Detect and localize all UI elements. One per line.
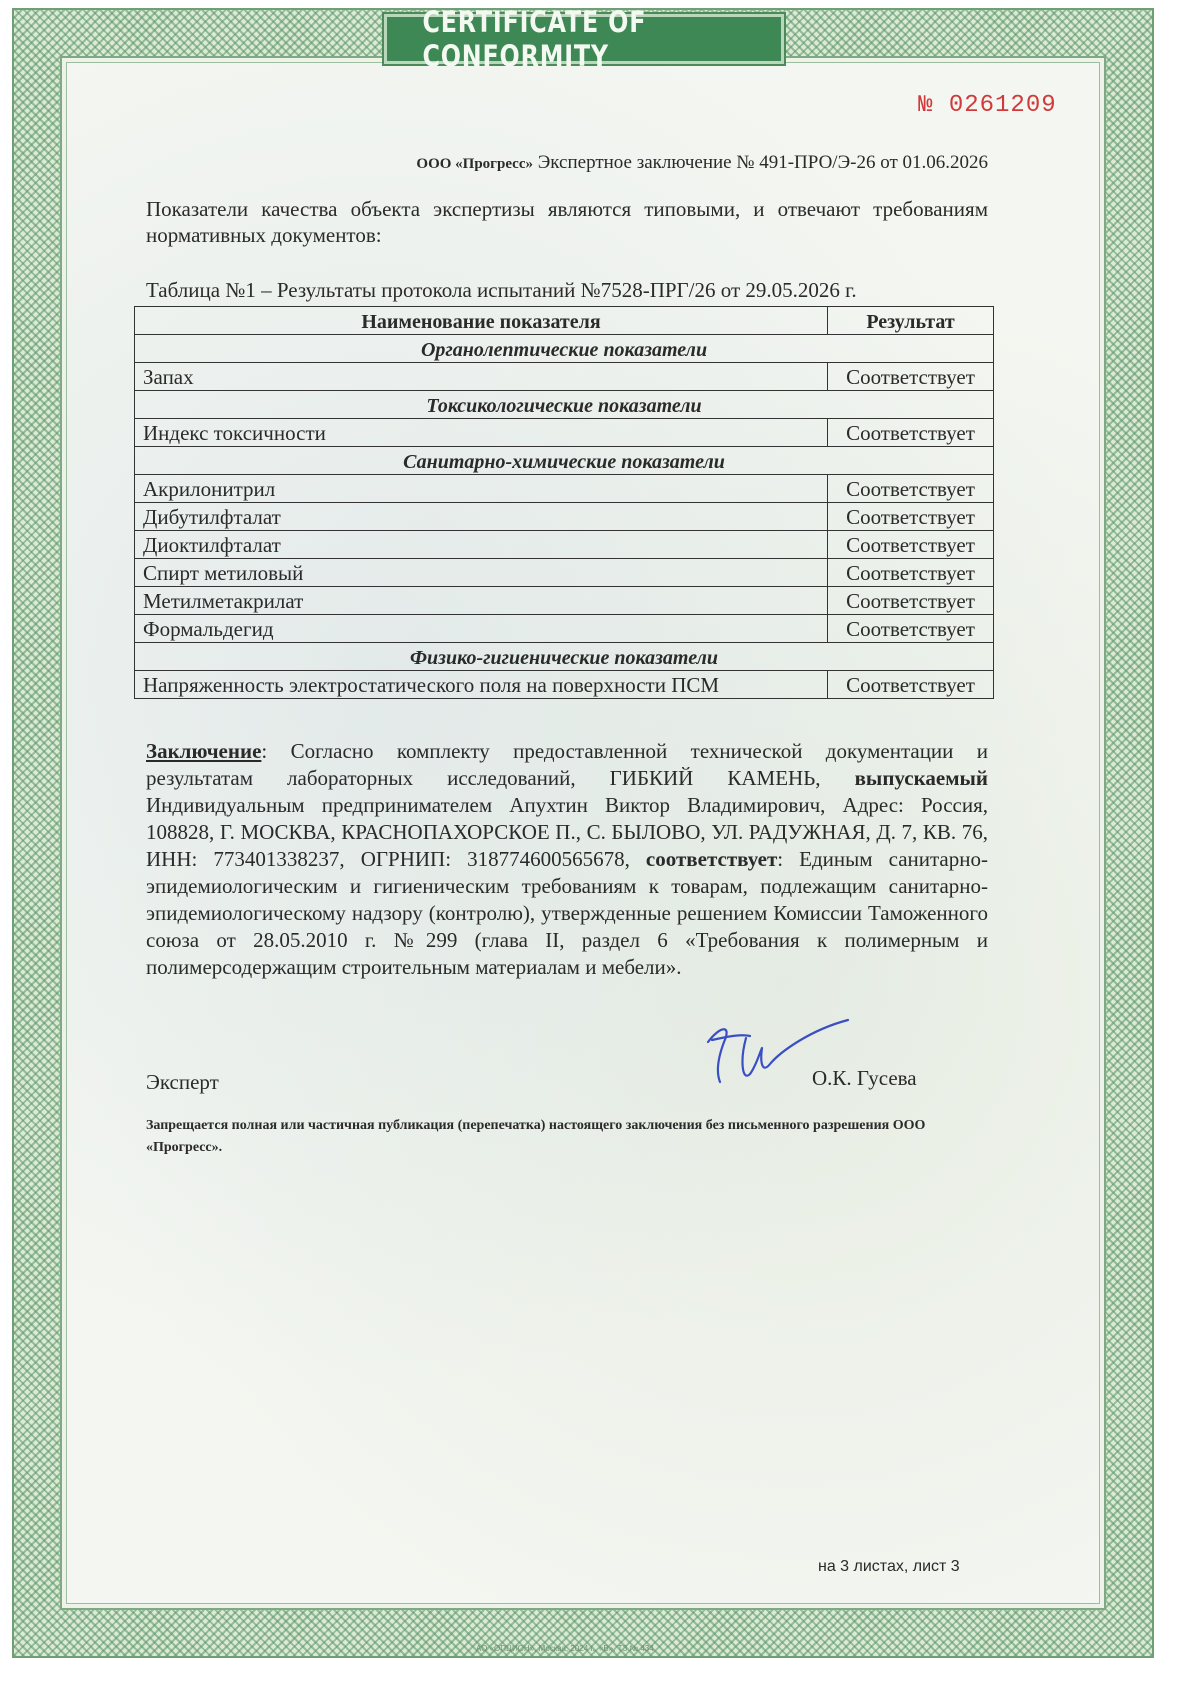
serial-number [918,92,1057,119]
indicator-result: Соответствует [828,419,994,447]
conclusion-bold-2: соответствует [645,847,778,871]
table-row [135,531,994,559]
expert-name: О.К. Гусева [812,1066,917,1090]
results-table [134,306,994,699]
group-row [135,391,994,419]
indicator-result: Соответствует [828,531,994,559]
serial-value: 0261209 [948,92,1057,119]
banner-title: CERTIFICATE OF CONFORMITY [422,5,647,73]
group-title: Органолептические показатели [135,335,994,363]
table-row [135,363,994,391]
indicator-result: Соответствует [828,503,994,531]
conclusion-paragraph [146,738,988,981]
indicator-result: Соответствует [828,671,994,699]
conclusion-label: Заключение [146,739,262,763]
table-row [135,559,994,587]
table-row [135,587,994,615]
conclusion-text-3: : Единым санитарно-эпидемиологическим и гигиеническим требованиям к товарам, подлежащим санитарно-эпидемиологическому надзору (контролю), утвержденные решением Комиссии Таможенного союза от 28.05.2010 г. №299 (глава II, раздел 6 «Требования к полимерным и полимерсодержащим строительным материалам и мебели». [146,847,988,979]
indicator-name: Дибутилфталат [135,503,828,531]
table-row [135,503,994,531]
table-row [135,671,994,699]
document-reference [100,152,988,174]
conclusion-text-2: Индивидуальным предпринимателем Апухтин Виктор Владимирович, Адрес: Россия, 108828, Г. МОСКВА, КРАСНОПАХОРСКОЕ П., С. БЫЛОВО, УЛ. РАДУЖНАЯ, Д. 7, КВ. 76, ИНН: 773401338237, ОГРНИП: 318774600565678, [146,793,988,871]
indicator-name: Спирт метиловый [135,559,828,587]
indicator-name: Формальдегид [135,615,828,643]
conclusion-text-1: : Согласно комплекту предоставленной технической документации и результатам лабораторных исследований, ГИБКИЙ КАМЕНЬ, [146,739,988,790]
table-row [135,419,994,447]
table-header-row [135,307,994,335]
indicator-result: Соответствует [828,475,994,503]
indicator-result: Соответствует [828,587,994,615]
table-row [135,475,994,503]
printer-mark: АО «ОПЦИОН», Москва, 2024 г., «В», ТЗ № 434 [476,1644,654,1653]
intro-paragraph: Показатели качества объекта экспертизы являются типовыми, и отвечают требованиям нормативных документов: [146,197,988,247]
indicator-name: Метилметакрилат [135,587,828,615]
group-row [135,643,994,671]
publication-warning: Запрещается полная или частичная публикация (перепечатка) настоящего заключения без письменного разрешения ООО «Прогресс». [146,1118,926,1155]
company-name: ООО «Прогресс» [416,156,533,172]
table-caption: Таблица №1 – Результаты протокола испытаний №7528-ПРГ/26 от 29.05.2026 г. [146,278,857,302]
certificate-banner [384,5,784,73]
column-header-result: Результат [828,307,994,335]
group-title: Токсикологические показатели [135,391,994,419]
group-title: Санитарно-химические показатели [135,447,994,475]
group-row [135,447,994,475]
table-row [135,615,994,643]
column-header-name: Наименование показателя [135,307,828,335]
page-indicator: на 3 листах, лист 3 [818,1558,960,1575]
indicator-name: Акрилонитрил [135,475,828,503]
indicator-name: Диоктилфталат [135,531,828,559]
expert-label: Эксперт [146,1070,219,1094]
group-row [135,335,994,363]
indicator-name: Запах [135,363,828,391]
indicator-result: Соответствует [828,615,994,643]
group-title: Физико-гигиенические показатели [135,643,994,671]
conclusion-bold-1: выпускаемый [854,766,988,790]
serial-prefix: № [918,92,934,119]
indicator-result: Соответствует [828,559,994,587]
conclusion-reference: Экспертное заключение № 491-ПРО/Э-26 от 01.06.2026 [537,152,988,173]
indicator-name: Индекс токсичности [135,419,828,447]
indicator-name: Напряженность электростатического поля на поверхности ПСМ [135,671,828,699]
indicator-result: Соответствует [828,363,994,391]
